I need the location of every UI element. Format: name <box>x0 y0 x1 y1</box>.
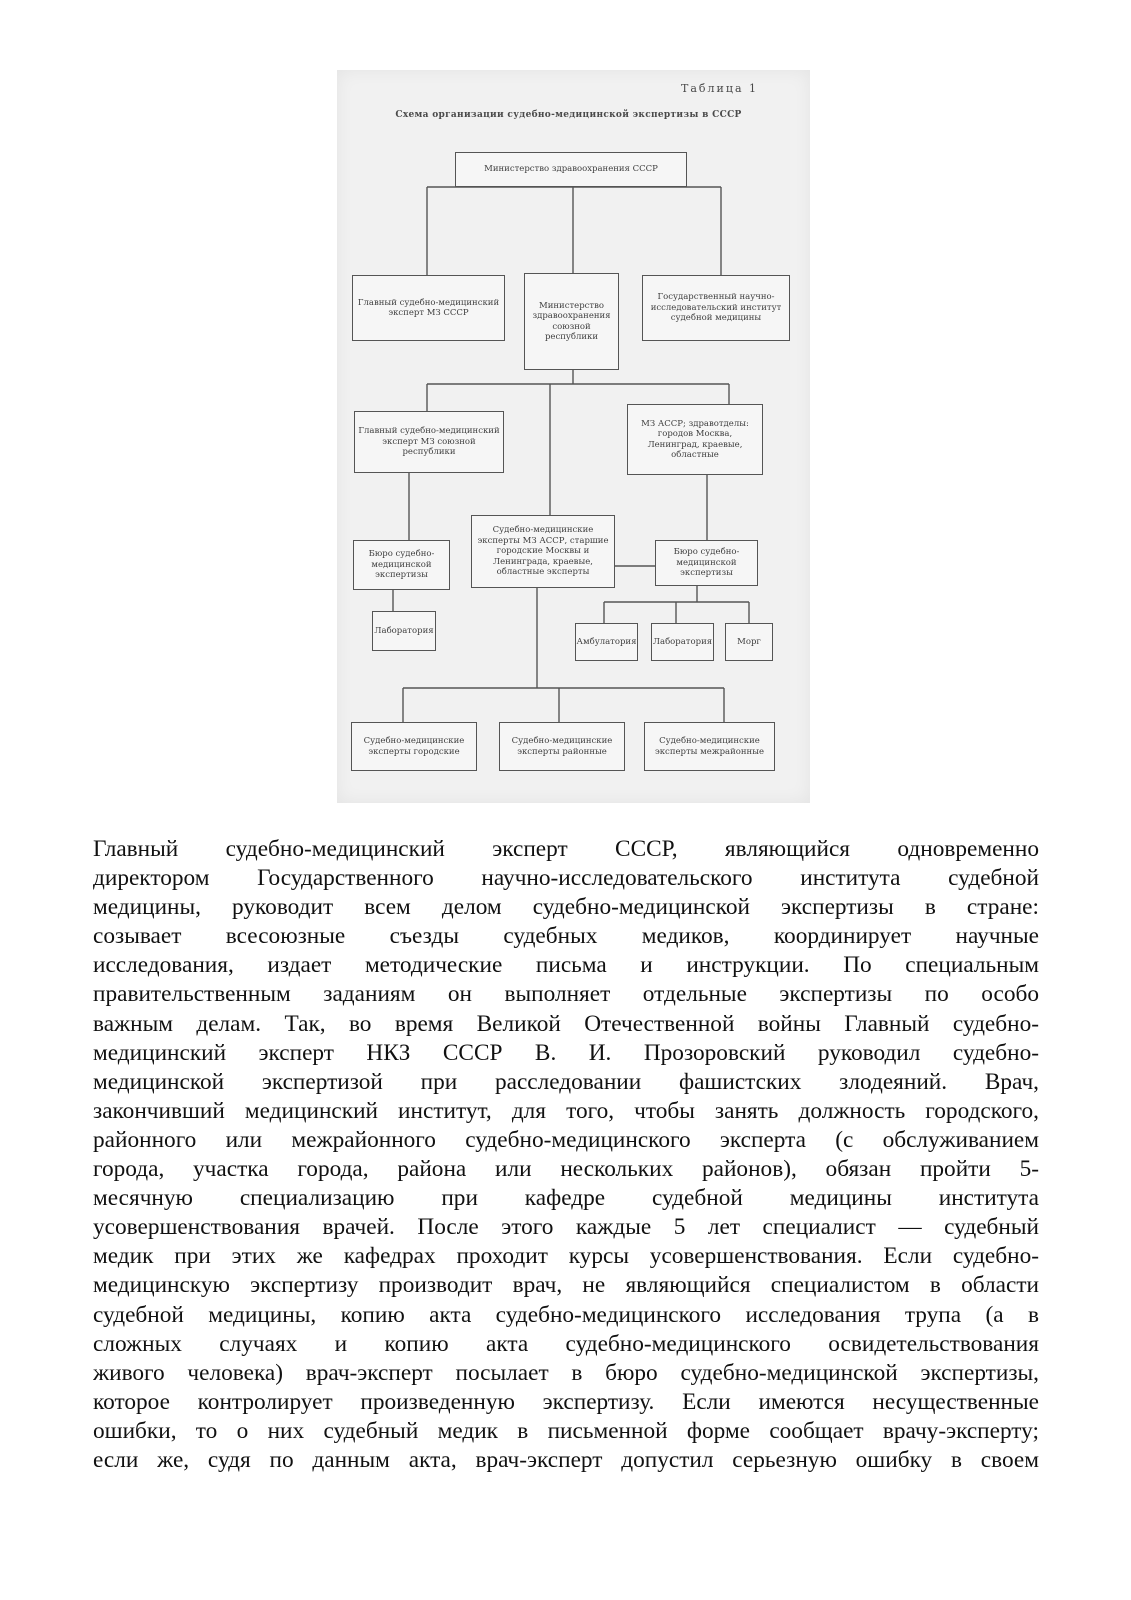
node-laboratory-right: Лаборатория <box>651 623 714 661</box>
body-paragraph <box>93 835 1039 1475</box>
text-line: закончивший медицинский институт, для того, чтобы занять должность городского, <box>93 1097 1039 1124</box>
text-line: если же, судя по данным акта, врач-эксперт допустил серьезную ошибку в своем <box>93 1446 1039 1473</box>
text-line: районного или межрайонного судебно-медицинского эксперта (с обслуживанием <box>93 1126 1039 1153</box>
node-state-research-institute: Государственный научно-исследовательский институт судебной медицины <box>642 275 790 341</box>
text-line: созывает всесоюзные съезды судебных медиков, координирует научные <box>93 923 1039 950</box>
org-chart-figure <box>337 70 810 803</box>
text-line: правительственным заданиям он выполняет отдельные экспертизы по особо <box>93 981 1039 1008</box>
node-morgue: Морг <box>725 623 773 661</box>
text-line: сложных случаях и копию акта судебно-медицинского освидетельствования <box>93 1330 1039 1357</box>
text-line: медицинской экспертизой при расследовании фашистских злодеяний. Врач, <box>93 1068 1039 1095</box>
node-chief-expert-union-republic: Главный судебно-медицинский эксперт МЗ союзной республики <box>354 411 504 473</box>
text-line: месячную специализацию при кафедре судебной медицины института <box>93 1185 1039 1212</box>
figure-title: Схема организации судебно-медицинской экспертизы в СССР <box>395 110 742 120</box>
text-line: которое контролирует произведенную экспертизу. Если имеются несущественные <box>93 1388 1039 1415</box>
text-line: медицинский эксперт НКЗ СССР В. И. Прозоровский руководил судебно- <box>93 1039 1039 1066</box>
text-line: директором Государственного научно-исследовательского института судебной <box>93 865 1039 892</box>
node-bureau-right: Бюро судебно-медицинской экспертизы <box>655 540 758 586</box>
node-mz-assr: МЗ АССР; здравотделы: городов Москва, Ленинград, краевые, областные <box>627 404 763 475</box>
node-ministry-union-republic: Министерство здравоохранения союзной республики <box>524 273 619 370</box>
text-line: медицины, руководит всем делом судебно-медицинской экспертизы в стране: <box>93 894 1039 921</box>
node-experts-district: Судебно-медицинские эксперты районные <box>499 722 625 771</box>
node-chief-expert-ussr: Главный судебно-медицинский эксперт МЗ СССР <box>352 275 505 341</box>
node-laboratory-left: Лаборатория <box>372 611 436 651</box>
text-line: ошибки, то о них судебный медик в письменной форме сообщает врачу-эксперту; <box>93 1417 1039 1444</box>
text-line: медик при этих же кафедрах проходит курсы усовершенствования. Если судебно- <box>93 1243 1039 1270</box>
table-label: Таблица 1 <box>681 82 758 95</box>
text-line: важным делам. Так, во время Великой Отечественной войны Главный судебно- <box>93 1010 1039 1037</box>
text-line: усовершенствования врачей. После этого каждые 5 лет специалист — судебный <box>93 1214 1039 1241</box>
node-bureau-left: Бюро судебно-медицинской экспертизы <box>353 540 450 590</box>
node-experts-city: Судебно-медицинские эксперты городские <box>351 722 477 771</box>
text-line: медицинскую экспертизу производит врач, не являющийся специалистом в области <box>93 1272 1039 1299</box>
node-experts-interdistrict: Судебно-медицинские эксперты межрайонные <box>644 722 775 771</box>
text-line: исследования, издает методические письма и инструкции. По специальным <box>93 952 1039 979</box>
text-line: судебной медицины, копию акта судебно-медицинского исследования трупа (а в <box>93 1301 1039 1328</box>
text-line: города, участка города, района или нескольких районов), обязан пройти 5- <box>93 1156 1039 1183</box>
node-experts-assr: Судебно-медицинские эксперты МЗ АССР, старшие городские Москвы и Ленинграда, краевые, областные эксперты <box>471 515 615 588</box>
text-line: живого человека) врач-эксперт посылает в бюро судебно-медицинской экспертизы, <box>93 1359 1039 1386</box>
node-ambulatory: Амбулатория <box>575 623 638 661</box>
node-ministry-ussr: Министерство здравоохранения СССР <box>455 152 687 187</box>
text-line: Главный судебно-медицинский эксперт СССР, являющийся одновременно <box>93 836 1039 862</box>
